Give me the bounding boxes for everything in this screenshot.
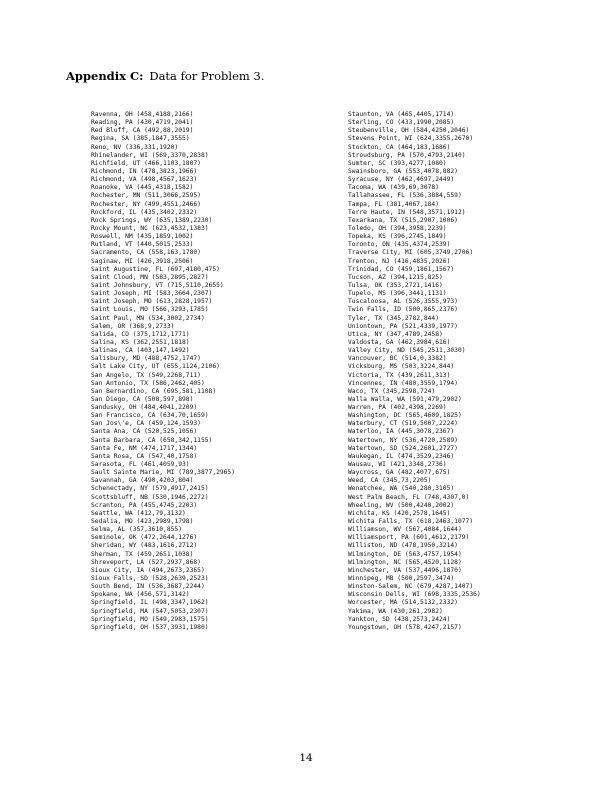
city-entry: Saint Paul, MN (534,3002,2734)	[91, 314, 205, 322]
city-entry: San Diego, CA (508,597,898)	[91, 395, 194, 403]
city-entry: Rhinelander, WI (569,3370,2838)	[91, 151, 209, 159]
city-entry: Wichita, KS (420,2578,1645)	[348, 509, 451, 517]
city-entry: Wausau, WI (421,3348,2736)	[348, 461, 447, 469]
city-entry: Traverse City, MI (605,3749,2706)	[348, 249, 474, 257]
city-entry: Walla Walla, WA (591,479,2902)	[348, 395, 462, 403]
city-entry: Roswell, NM (435,1859,1002)	[91, 233, 194, 241]
city-entry: Youngstown, OH (578,4247,2157)	[348, 623, 462, 631]
city-entry: Sandusky, OH (484,4041,2209)	[91, 404, 198, 412]
city-entry: Reading, PA (430,4719,2041)	[91, 119, 194, 127]
city-entry: Springfield, MO (549,2983,1575)	[91, 615, 209, 623]
city-entry: Warren, PA (402,4398,2269)	[348, 404, 447, 412]
city-entry: Springfield, OH (537,3931,1980)	[91, 623, 209, 631]
city-entry: Watertown, SD (524,2601,2727)	[348, 444, 458, 452]
city-entry: Sumter, SC (393,4277,1080)	[348, 159, 447, 167]
city-entry: Steubenville, OH (584,4250,2046)	[348, 127, 470, 135]
city-entry: Salida, CO (375,1712,1771)	[91, 330, 190, 338]
city-entry: Red Bluff, CA (492,88,2019)	[91, 127, 194, 135]
city-entry: Weed, CA (345,73,2205)	[348, 477, 432, 485]
city-entry: Texarkana, TX (515,2907,1006)	[348, 216, 458, 224]
city-entry: Salt Lake City, UT (655,1124,2106)	[91, 363, 220, 371]
city-entry: Sedalia, MO (423,2989,1798)	[91, 518, 194, 526]
city-entry: Wheeling, WV (500,4240,2002)	[348, 501, 455, 509]
city-entry: Twin Falls, ID (500,865,2376)	[348, 306, 458, 314]
city-entry: Staunton, VA (465,4405,1714)	[348, 111, 455, 118]
city-entry: Saint Johnsbury, VT (715,5110,2655)	[91, 281, 224, 289]
city-entry: Saginaw, MI (426,3918,2506)	[91, 257, 194, 265]
city-entry: Rock Springs, WY (635,1389,2230)	[91, 216, 213, 224]
city-entry: Valdosta, GA (462,3984,616)	[348, 338, 451, 346]
city-entry: Toronto, ON (435,4374,2539)	[348, 241, 451, 249]
city-entry: Waterbury, CT (519,5007,2224)	[348, 420, 458, 428]
city-entry: Williston, ND (478,1950,3214)	[348, 542, 458, 550]
city-entry: Watertown, NY (536,4720,2589)	[348, 436, 458, 444]
city-entry: Syracuse, NY (462,4697,2449)	[348, 176, 455, 184]
city-entry: Schenectady, NY (579,4917,2415)	[91, 485, 209, 493]
city-entry: Uniontown, PA (521,4339,1977)	[348, 322, 458, 330]
city-entry: Sarasota, FL (461,4059,93)	[91, 461, 190, 469]
city-entry: Vicksburg, MS (503,3224,844)	[348, 363, 455, 371]
city-entry: Springfield, MA (547,5053,2307)	[91, 607, 209, 615]
city-entry: Rochester, NY (499,4551,2466)	[91, 200, 201, 208]
city-entry: San Jos\'e, CA (459,124,1593)	[91, 420, 201, 428]
city-entry: Trinidad, CO (459,1861,1567)	[348, 265, 455, 273]
city-entry: Tallahassee, FL (536,3884,559)	[348, 192, 462, 200]
city-entry: Roanoke, VA (445,4318,1582)	[91, 184, 194, 192]
city-entry: Reno, NV (336,331,1920)	[91, 143, 179, 151]
city-entry: Saint Augustine, FL (697,4180,475)	[91, 265, 220, 273]
city-entry: Saint Louis, MO (566,3293,1785)	[91, 306, 209, 314]
city-entry: Tacoma, WA (439,69,3078)	[348, 184, 439, 192]
city-entry: Sheridan, WY (483,1616,2712)	[91, 542, 198, 550]
city-entry: San Francisco, CA (634,70,1659)	[91, 412, 209, 420]
city-entry: Worcester, MA (514,5132,2332)	[348, 599, 458, 607]
city-entry: Savannah, GA (490,4203,804)	[91, 477, 194, 485]
city-entry: Winston-Salem, NC (679,4287,1407)	[348, 583, 474, 591]
city-entry: Tupelo, MS (396,3441,1131)	[348, 290, 447, 298]
city-entry: Saint Joseph, MO (613,2828,1957)	[91, 298, 213, 306]
city-entry: Salem, OR (368,9,2733)	[91, 322, 175, 330]
appendix-label: Appendix C:	[66, 69, 144, 83]
city-entry: Winnipeg, MB (500,2597,3474)	[348, 575, 455, 583]
city-entry: Victoria, TX (439,2611,313)	[348, 371, 451, 379]
city-entry: Richfield, UT (466,1103,1807)	[91, 159, 201, 167]
city-entry: Topeka, KS (396,2745,1849)	[348, 233, 447, 241]
city-entry: Utica, NY (347,4789,2458)	[348, 330, 443, 338]
city-entry: Valley City, ND (545,2511,3030)	[348, 347, 466, 355]
city-entry: Waukegan, IL (474,3529,2346)	[348, 452, 455, 460]
city-entry: Santa Barbara, CA (658,342,1155)	[91, 436, 213, 444]
city-entry: Scottsbluff, NB (530,1946,2272)	[91, 493, 209, 501]
city-entry: Sacramento, CA (558,163,1780)	[91, 249, 201, 257]
city-entry: Shreveport, LA (527,2937,868)	[91, 558, 201, 566]
city-entry: Stockton, CA (464,183,1686)	[348, 143, 451, 151]
city-entry: Tucson, AZ (394,1215,825)	[348, 273, 443, 281]
city-entry: Sault Sainte Marie, MI (789,3877,2965)	[91, 469, 236, 477]
city-entry: Seminole, OK (472,2644,1276)	[91, 534, 198, 542]
city-entry: Spokane, WA (456,571,3142)	[91, 591, 190, 599]
city-entry: Santa Fe, NM (474,1717,1344)	[91, 444, 198, 452]
city-entry: San Antonio, TX (586,2462,405)	[91, 379, 205, 387]
city-entry: Sterling, CO (433,1990,2085)	[348, 119, 455, 127]
appendix-heading	[66, 69, 264, 83]
city-entry: Saint Cloud, MN (583,2895,2827)	[91, 273, 209, 281]
city-list-right-column	[348, 111, 481, 632]
city-entry: Regina, SA (385,1847,3555)	[91, 135, 190, 143]
city-entry: Yakima, WA (430,261,2982)	[348, 607, 443, 615]
city-entry: Yankton, SD (438,2573,2424)	[348, 615, 451, 623]
city-entry: Terre Haute, IN (548,3571,1912)	[348, 208, 466, 216]
city-entry: Williamson, WV (567,4084,1644)	[348, 526, 462, 534]
city-entry: Wisconsin Dells, WI (698,3335,2536)	[348, 591, 481, 599]
city-entry: Wichita Falls, TX (618,2463,1077)	[348, 518, 474, 526]
city-entry: Stroudsburg, PA (570,4793,2140)	[348, 151, 466, 159]
city-entry: Stevens Point, WI (624,3355,2670)	[348, 135, 474, 143]
city-entry: Swainsboro, GA (553,4078,882)	[348, 167, 458, 175]
city-entry: Rutland, VT (440,5015,2533)	[91, 241, 194, 249]
city-entry: Winchester, VA (537,4496,1870)	[348, 566, 462, 574]
city-entry: Rochester, MN (511,3066,2595)	[91, 192, 201, 200]
city-entry: Tulsa, OK (353,2721,1416)	[348, 281, 443, 289]
page-number: 14	[299, 752, 313, 764]
city-entry: Tampa, FL (381,4067,184)	[348, 200, 439, 208]
city-entry: South Bend, IN (536,3687,2244)	[91, 583, 205, 591]
city-entry: Saint Joseph, MI (583,3664,2307)	[91, 290, 213, 298]
city-entry: Sioux City, IA (494,2673,2365)	[91, 566, 205, 574]
city-entry: Trenton, NJ (416,4835,2026)	[348, 257, 451, 265]
city-entry: Sherman, TX (459,2651,1038)	[91, 550, 194, 558]
city-entry: Richmond, VA (498,4567,1623)	[91, 176, 198, 184]
city-entry: Tyler, TX (345,2782,844)	[348, 314, 439, 322]
city-entry: Salina, KS (362,2551,1818)	[91, 338, 190, 346]
city-entry: Washington, DC (565,4609,1825)	[348, 412, 462, 420]
city-entry: Waycross, GA (482,4077,675)	[348, 469, 451, 477]
city-list-left-column	[91, 111, 235, 632]
city-entry: Waterloo, IA (445,3078,2367)	[348, 428, 455, 436]
city-entry: San Bernardino, CA (695,581,1108)	[91, 387, 217, 395]
city-entry: Rockford, IL (435,3402,2332)	[91, 208, 198, 216]
appendix-title: Data for Problem 3.	[149, 69, 265, 83]
city-entry: Selma, AL (357,3610,855)	[91, 526, 182, 534]
city-entry: San Angelo, TX (549,2268,711)	[91, 371, 201, 379]
city-entry: Seattle, WA (412,79,3132)	[91, 509, 186, 517]
city-entry: Wenatchee, WA (540,280,3105)	[348, 485, 455, 493]
city-entry: Tuscaloosa, AL (526,3555,973)	[348, 298, 458, 306]
city-entry: Richmond, IN (478,3823,1966)	[91, 167, 198, 175]
city-entry: Rocky Mount, NC (623,4532,1383)	[91, 224, 209, 232]
city-entry: Vancouver, BC (514,0,3382)	[348, 355, 447, 363]
city-entry: Vincennes, IN (480,3559,1794)	[348, 379, 458, 387]
city-entry: Sioux Falls, SD (528,2639,2523)	[91, 575, 209, 583]
city-entry: Wilmington, NC (565,4520,1128)	[348, 558, 462, 566]
city-entry: Santa Ana, CA (520,525,1056)	[91, 428, 198, 436]
city-entry: Scranton, PA (455,4745,2203)	[91, 501, 198, 509]
city-entry: Waco, TX (345,2598,724)	[348, 387, 436, 395]
city-entry: Ravenna, OH (458,4188,2166)	[91, 111, 194, 118]
city-entry: West Palm Beach, FL (748,4307,0)	[348, 493, 470, 501]
city-entry: Toledo, OH (394,3958,2239)	[348, 224, 447, 232]
city-entry: Springfield, IL (498,3347,1962)	[91, 599, 209, 607]
city-entry: Santa Rosa, CA (547,40,1758)	[91, 452, 198, 460]
city-entry: Salinas, CA (403,147,1492)	[91, 347, 190, 355]
city-entry: Salisbury, MD (488,4752,1747)	[91, 355, 201, 363]
city-entry: Williamsport, PA (601,4612,2179)	[348, 534, 470, 542]
city-entry: Wilmington, DE (563,4757,1954)	[348, 550, 462, 558]
